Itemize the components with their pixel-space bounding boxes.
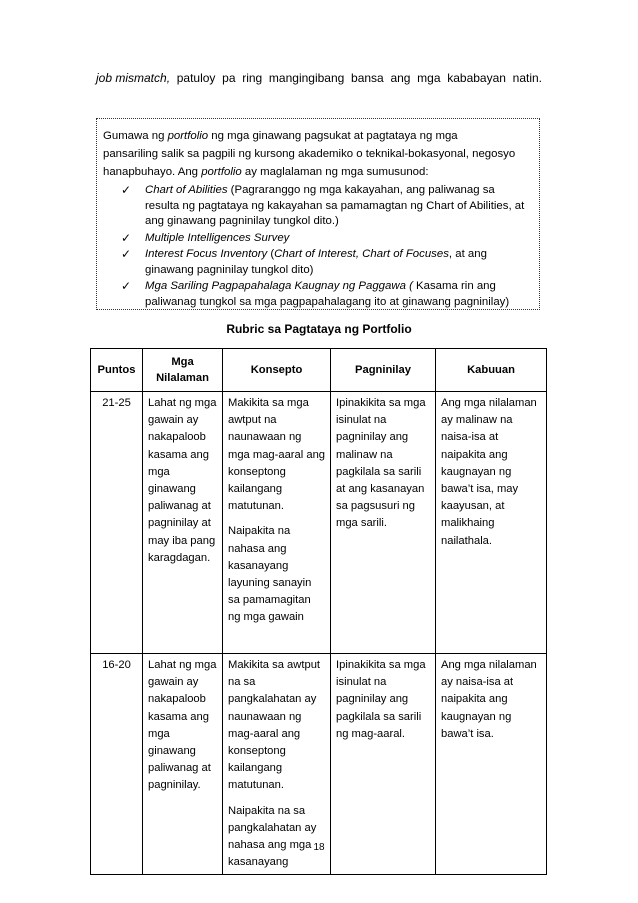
item-text: Kasama rin ang paliwanag tungkol sa mga pagpapahalagang ito at ginawang pagninilay) [145,280,510,308]
list-item [107,183,527,230]
list-item [107,247,527,278]
instruction-line [103,163,535,181]
cell-paragraph: Naipakita na sa pangkalahatan ay nahasa ang mga kasanayang [228,804,317,869]
checkmark-icon: ✓ [121,183,132,197]
text-run: portfolio [201,166,242,178]
intro-word: kababayan [447,71,506,85]
text-run: ay maglalaman ng mga sumusunod: [241,166,429,178]
instruction-text [103,127,535,181]
instruction-box [96,118,540,310]
table-row [91,392,547,654]
text-run: ng mga ginawang pagsukat at pagtataya ng mga [208,130,458,142]
intro-word: natin. [512,71,542,85]
item-text: (Pagraranggo ng mga kakayahan, ang paliwanag sa resulta ng pagtataya ng kakayahan sa pamamagtan ng Chart of Abilities, at ang ginawang pagninilay tungkol dito.) [145,184,525,227]
cell-konsepto [223,392,331,654]
column-header: Mga Nilalaman [143,349,223,392]
column-header: Konsepto [223,349,331,392]
item-text: , at ang ginawang pagninilay tungkol dito) [145,248,487,276]
portfolio-items-list [107,183,527,311]
intro-word: ang [390,71,411,85]
column-header: Kabuuan [436,349,547,392]
intro-word: pa [222,71,236,85]
rubric-table [90,348,547,875]
checkmark-icon: ✓ [121,279,132,293]
intro-word: job mismatch, [96,71,171,85]
intro-word: mangingibang [268,71,345,85]
item-text: ( [267,248,275,260]
instruction-line [103,127,535,145]
checkmark-icon: ✓ [121,247,132,261]
cell-paragraph: Makikita sa awtput na sa pangkalahatan ay naunawaan ng mag-aaral ang konseptong kailangang matutunan. [228,659,321,792]
list-item [107,231,527,247]
column-header: Pagninilay [331,349,436,392]
instruction-line: pansariling salik sa pagpili ng kursong akademiko o teknikal-bokasyonal, negosyo [103,148,516,160]
page-number: 18 [313,842,325,853]
column-header: Puntos [91,349,143,392]
cell-puntos: 21-25 [91,392,143,654]
cell-puntos: 16-20 [91,654,143,875]
text-run: portfolio [167,130,209,142]
item-title: Mga Sariling Pagpapahalaga Kaugnay ng Paggawa ( [145,280,413,292]
item-title: Chart of Abilities [145,184,228,196]
cell-nilalaman: Lahat ng mga gawain ay nakapaloob kasama ang mga ginawang paliwanag at pagninilay at may iba pang karagdagan. [143,392,223,654]
table-header-row [91,349,547,392]
list-item [107,279,527,310]
intro-word: bansa [351,71,384,85]
cell-pagninilay: Ipinakikita sa mga isinulat na pagninilay ang pagkilala sa sarili ng mag-aaral. [331,654,436,875]
item-title: Interest Focus Inventory [145,248,268,260]
cell-paragraph: Makikita sa mga awtput na naunawaan ng mga mag-aaral ang konseptong kailangang matutunan. [228,397,326,513]
text-run: Gumawa ng [103,130,168,142]
cell-pagninilay: Ipinakikita sa mga isinulat na pagninilay ang malinaw na pagkilala sa sarili at ang kasanayan sa pagsusuri ng mga sarili. [331,392,436,654]
cell-kabuuan: Ang mga nilalaman ay malinaw na naisa-isa at naipakita ang kaugnayan ng bawa’t isa, may kaayusan, at malikhaing nailathala. [436,392,547,654]
intro-word: patuloy [176,71,216,85]
item-title: Chart of Interest, Chart of Focuses [274,248,449,260]
intro-word: ring [242,71,263,85]
text-run: hanapbuhayo. Ang [103,166,202,178]
cell-nilalaman: Lahat ng mga gawain ay nakapaloob kasama ang mga ginawang paliwanag at pagninilay. [143,654,223,875]
cell-paragraph: Naipakita na nahasa ang kasanayang layuning sanayin sa pamamagitan ng mga gawain [228,525,312,624]
intro-word: mga [417,71,441,85]
intro-line [96,70,542,86]
checkmark-icon: ✓ [121,230,132,245]
cell-kabuuan: Ang mga nilalaman ay naisa-isa at naipakita ang kaugnayan ng bawa’t isa. [436,654,547,875]
rubric-title: Rubric sa Pagtataya ng Portfolio [226,322,412,336]
item-title: Multiple Intelligences Survey [145,231,290,244]
